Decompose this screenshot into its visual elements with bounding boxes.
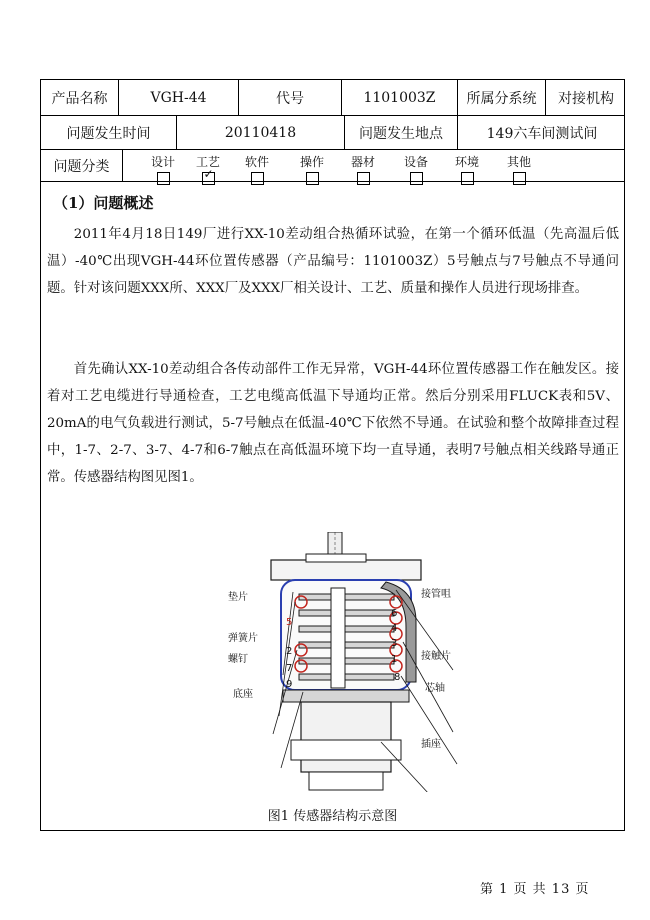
category-process-checkbox[interactable] (202, 167, 215, 185)
product-name-label: 产品名称 (41, 80, 119, 115)
place-label: 问题发生地点 (345, 116, 458, 149)
contact-number-4: 4 (391, 623, 398, 634)
category-design[interactable]: 设计 (143, 153, 183, 185)
contact-number-6: 6 (391, 608, 398, 619)
category-software[interactable]: 软件 (237, 153, 277, 185)
category-other[interactable]: 其他 (499, 153, 539, 185)
contact-number-1: 1 (391, 654, 398, 665)
category-design-checkbox[interactable] (157, 172, 170, 185)
section-title: （1）问题概述 (53, 194, 154, 212)
header-row-time-place (41, 116, 624, 150)
category-options (143, 150, 624, 181)
label-spring: 弹簧片 (228, 633, 258, 644)
category-environment-checkbox[interactable] (461, 172, 474, 185)
report-frame (40, 79, 625, 831)
category-environment[interactable]: 环境 (447, 153, 487, 185)
category-operation[interactable]: 操作 (292, 153, 332, 185)
contact-number-3: 3 (391, 638, 398, 649)
header-row-category (41, 150, 624, 182)
category-operation-checkbox[interactable] (306, 172, 319, 185)
label-base: 底座 (233, 689, 253, 700)
paragraph-1: 2011年4月18日149厂进行XX-10差动组合热循环试验，在第一个循环低温（先高温后低温）-40℃出现VGH-44环位置传感器（产品编号：1101003Z）5号触点与7号触点不导通问题。针对该问题XXX所、XXX厂及XXX厂相关设计、工艺、质量和操作人员进行现场排查。 (47, 227, 619, 296)
figure-caption: 图1 传感器结构示意图 (267, 809, 398, 824)
contact-number-7: 7 (286, 663, 293, 674)
subsystem-value: 对接机构 (558, 90, 614, 107)
contact-number-2: 2 (286, 646, 293, 657)
label-screw: 螺钉 (228, 654, 248, 665)
check-mark-icon: ✓ (203, 167, 214, 181)
category-process[interactable]: 工艺 ✓ (188, 153, 228, 185)
core-shaft (331, 588, 345, 688)
product-name-value: VGH-44 (119, 80, 239, 115)
page-footer: 第 1 页 共 13 页 (480, 882, 590, 897)
category-label: 问题分类 (41, 150, 123, 181)
top-flange (271, 560, 421, 580)
paragraph-2: 首先确认XX-10差动组合各传动部件工作无异常，VGH-44环位置传感器工作在触发区。接着对工艺电缆进行导通检查，工艺电缆高低温下导通均正常。然后分别采用FLUCK表和5V、20mA的电气负载进行测试，5-7号触点在低温-40℃下依然不导通。在试验和整个故障排查过程中，1-7、2-7、3-7、4-7和6-7触点在高低温环境下均一直导通，表明7号触点相关线路导通正常。传感器结构图见图1。 (47, 362, 619, 485)
category-other-checkbox[interactable] (513, 172, 526, 185)
category-software-checkbox[interactable] (251, 172, 264, 185)
contact-number-8: 8 (394, 672, 401, 683)
place-value: 149六车间测试间 (486, 125, 598, 142)
socket-body (301, 702, 391, 772)
category-equipment-checkbox[interactable] (410, 172, 423, 185)
time-value: 20110418 (177, 116, 345, 149)
category-material-checkbox[interactable] (357, 172, 370, 185)
label-gasket: 垫片 (228, 592, 248, 603)
contact-number-5: 5 (286, 617, 293, 628)
code-value: 1101003Z (342, 80, 458, 115)
label-socket: 插座 (421, 739, 441, 750)
category-equipment[interactable]: 设备 (396, 153, 436, 185)
subsystem-label: 所属分系统 (458, 80, 546, 115)
sensor-structure-diagram (221, 532, 481, 792)
time-label: 问题发生时间 (41, 116, 177, 149)
header-row-product (41, 80, 624, 116)
category-material[interactable]: 器材 (343, 153, 383, 185)
code-label: 代号 (239, 80, 342, 115)
label-core-shaft: 芯轴 (425, 683, 445, 694)
label-contact: 接触片 (421, 651, 451, 662)
contact-number-9: 9 (286, 679, 293, 690)
label-pipe-nozzle: 接管咀 (421, 589, 451, 600)
